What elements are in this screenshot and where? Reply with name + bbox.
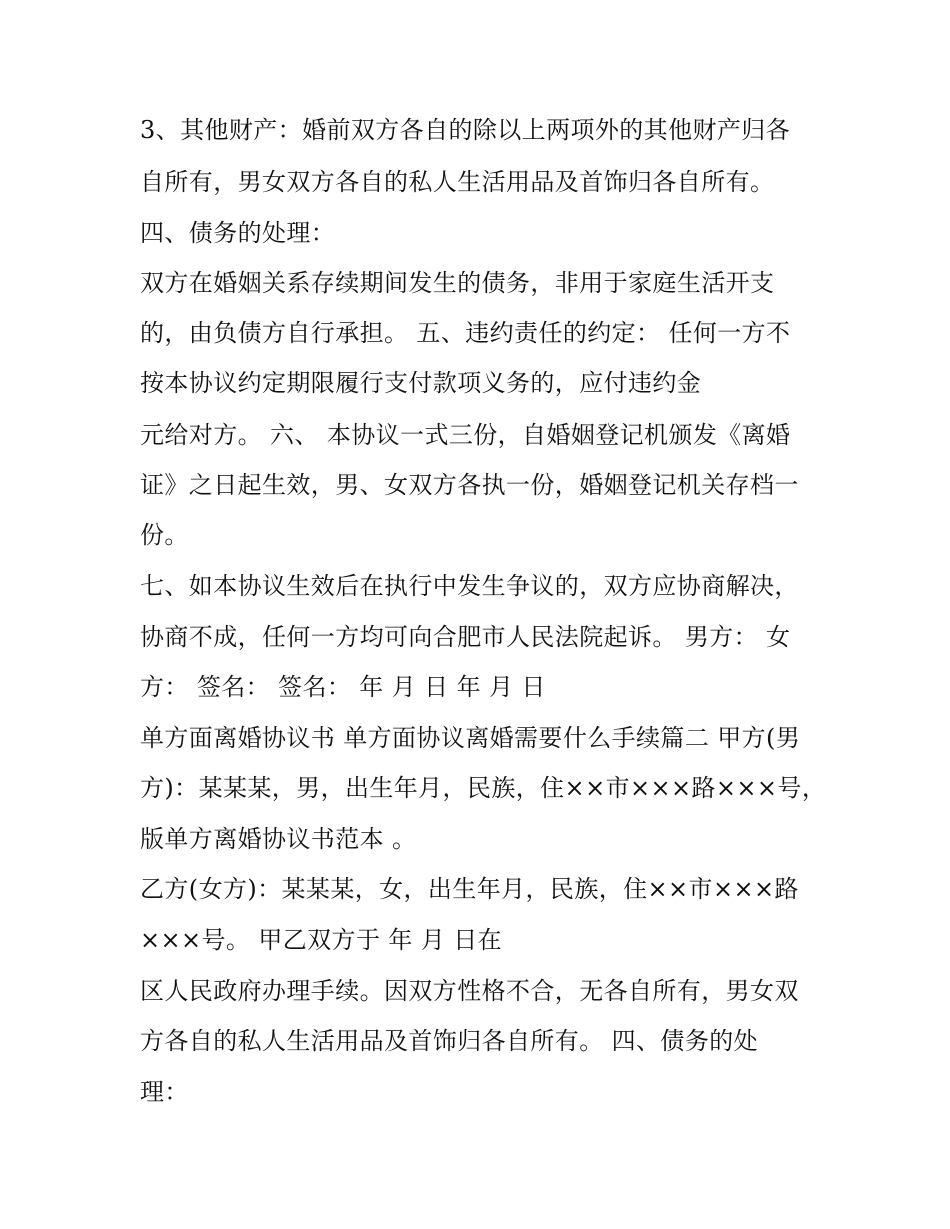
text-line: 协商不成，任何一方均可向合肥市人民法院起诉。 男方： 女 (140, 623, 791, 651)
text-line: 证》之日起生效，男、女双方各执一份，婚姻登记机关存档一 (140, 471, 799, 499)
text-line: 理： (140, 1078, 189, 1106)
text-line: 双方在婚姻关系存续期间发生的债务，非用于家庭生活开支 (140, 269, 775, 297)
text-line: 按本协议约定期限履行支付款项义务的，应付违约金 (140, 369, 702, 397)
text-line: 乙方(女方)：某某某，女，出生年月，民族，住××市×××路 (140, 875, 799, 903)
text-line: ×××号。 甲乙双方于 年 月 日在 (140, 926, 503, 954)
text-line: 元给对方。 六、 本协议一式三份，自婚姻登记机颁发《离婚 (140, 421, 791, 449)
text-line: 单方面离婚协议书 单方面协议离婚需要什么手续篇二 甲方(男 (140, 724, 801, 752)
text-line: 方)：某某某，男，出生年月，民族，住××市×××路×××号， (140, 774, 827, 802)
text-line: 的，由负债方自行承担。 五、违约责任的约定： 任何一方不 (140, 319, 791, 347)
text-line: 七、如本协议生效后在执行中发生争议的，双方应协商解决， (140, 572, 799, 600)
text-line: 自所有，男女双方各自的私人生活用品及首饰归各自所有。 (140, 168, 775, 196)
text-line: 版单方离婚协议书范本 。 (140, 825, 417, 853)
text-line: 方： 签名： 签名： 年 月 日 年 月 日 (140, 673, 546, 701)
text-line: 区人民政府办理手续。因双方性格不合，无各自所有，男女双 (140, 977, 799, 1005)
text-line: 3、其他财产：婚前双方各自的除以上两项外的其他财产归各 (140, 116, 791, 144)
text-line: 方各自的私人生活用品及首饰归各自所有。 四、债务的处 (140, 1027, 759, 1055)
text-line: 四、债务的处理： (140, 219, 336, 247)
text-line: 份。 (140, 521, 189, 549)
